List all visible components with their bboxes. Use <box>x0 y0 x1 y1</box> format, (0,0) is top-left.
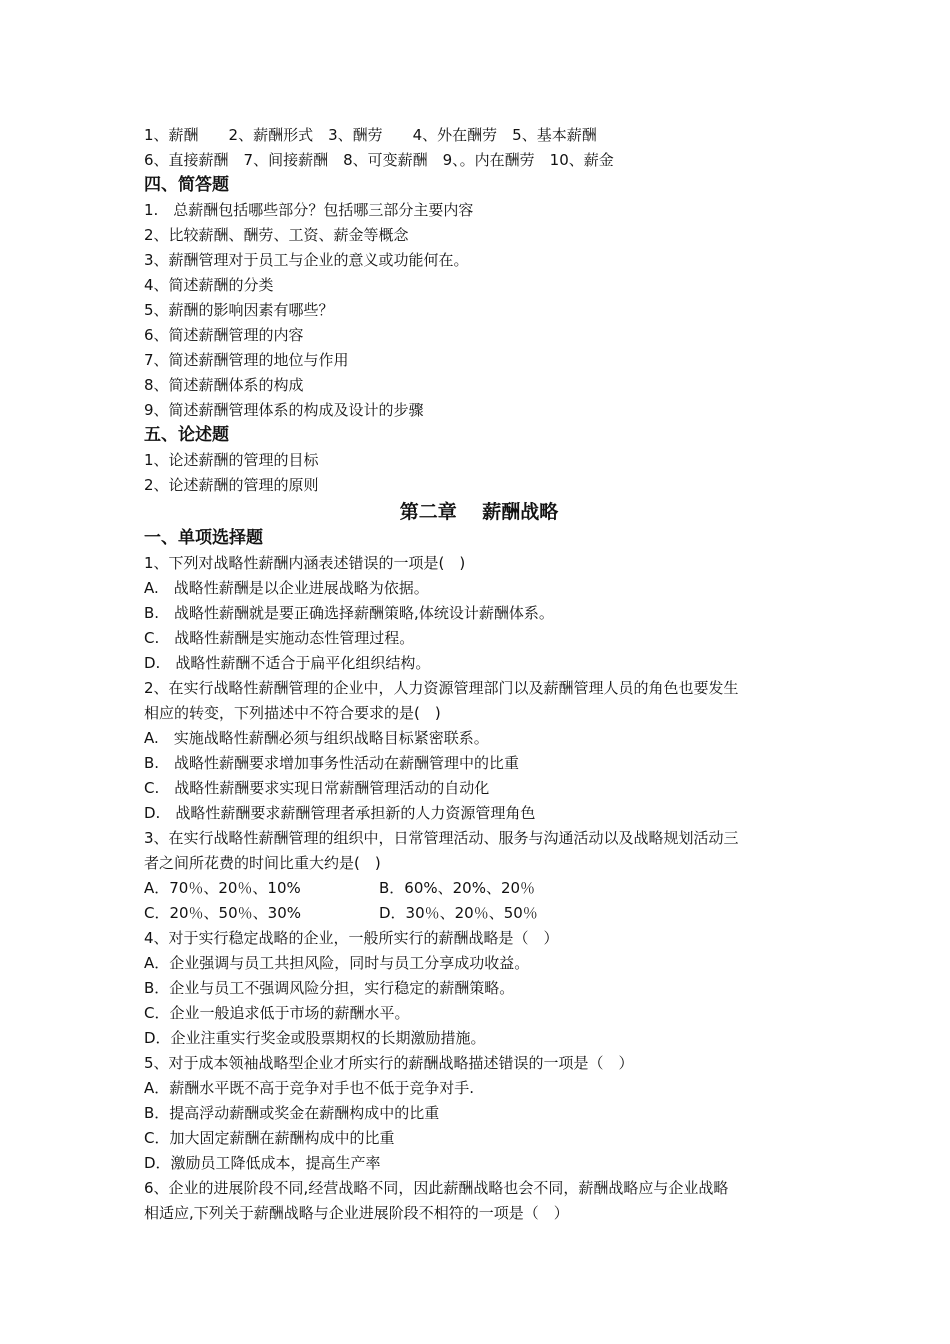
question-2-option: A. 实施战略性薪酬必须与组织战略目标紧密联系。 <box>144 729 489 747</box>
question-3-stem-line-2: 者之间所花费的时间比重大约是( ) <box>144 854 381 872</box>
question-4-option: D．企业注重实行奖金或股票期权的长期激励措施。 <box>144 1029 486 1047</box>
section-title-essay: 五、论述题 <box>144 425 229 445</box>
short-answer-item: 5、薪酬的影响因素有哪些？ <box>144 301 334 319</box>
section-title-short-answer: 四、简答题 <box>144 175 229 195</box>
question-3-options-row-1 <box>144 876 814 901</box>
essay-item: 2、论述薪酬的管理的原则 <box>144 476 319 494</box>
question-3-option-a: A．70％、20％、10% <box>144 879 301 897</box>
essay-item: 1、论述薪酬的管理的目标 <box>144 451 319 469</box>
question-1-stem: 1、下列对战略性薪酬内涵表述错误的一项是( ) <box>144 554 466 572</box>
short-answer-item: 1. 总薪酬包括哪些部分？包括哪三部分主要内容 <box>144 201 474 219</box>
question-5-option: D．激励员工降低成本，提高生产率 <box>144 1154 381 1172</box>
question-1-option: C. 战略性薪酬是实施动态性管理过程。 <box>144 629 415 647</box>
question-2-option: B. 战略性薪酬要求增加事务性活动在薪酬管理中的比重 <box>144 754 520 772</box>
question-3-options-row-2 <box>144 901 814 926</box>
question-4-option: A．企业强调与员工共担风险，同时与员工分享成功收益。 <box>144 954 530 972</box>
question-1-option: A. 战略性薪酬是以企业进展战略为依据。 <box>144 579 429 597</box>
short-answer-item: 3、薪酬管理对于员工与企业的意义或功能何在。 <box>144 251 469 269</box>
question-6-stem-line-1: 6、企业的进展阶段不同,经营战略不同，因此薪酬战略也会不同，薪酬战略应与企业战略 <box>144 1179 729 1197</box>
question-3-option-d: D．30％、20％、50％ <box>379 904 538 922</box>
question-5-option: C．加大固定薪酬在薪酬构成中的比重 <box>144 1129 395 1147</box>
short-answer-item: 8、简述薪酬体系的构成 <box>144 376 304 394</box>
term-line-2: 6、直接薪酬 7、间接薪酬 8、可变薪酬 9、。内在酬劳 10、薪金 <box>144 151 614 169</box>
term-line-1: 1、薪酬 2、薪酬形式 3、酬劳 4、外在酬劳 5、基本薪酬 <box>144 126 597 144</box>
section-title-single-choice: 一、单项选择题 <box>144 528 263 548</box>
question-4-option: B．企业与员工不强调风险分担，实行稳定的薪酬策略。 <box>144 979 515 997</box>
question-5-option: A．薪酬水平既不高于竞争对手也不低于竞争对手. <box>144 1079 475 1097</box>
short-answer-item: 4、简述薪酬的分类 <box>144 276 274 294</box>
question-3-stem-line-1: 3、在实行战略性薪酬管理的组织中，日常管理活动、服务与沟通活动以及战略规划活动三 <box>144 829 739 847</box>
question-2-stem-line-2: 相应的转变，下列描述中不符合要求的是( ) <box>144 704 441 722</box>
question-3-option-b: B．60%、20%、20％ <box>379 879 536 897</box>
chapter-title: 第二章 薪酬战略 <box>399 501 559 523</box>
short-answer-item: 9、简述薪酬管理体系的构成及设计的步骤 <box>144 401 424 419</box>
question-6-stem-line-2: 相适应,下列关于薪酬战略与企业进展阶段不相符的一项是（ ） <box>144 1204 569 1222</box>
question-2-stem-line-1: 2、在实行战略性薪酬管理的企业中，人力资源管理部门以及薪酬管理人员的角色也要发生 <box>144 679 739 697</box>
question-4-option: C．企业一般追求低于市场的薪酬水平。 <box>144 1004 410 1022</box>
question-5-stem: 5、对于成本领袖战略型企业才所实行的薪酬战略描述错误的一项是（ ） <box>144 1054 634 1072</box>
question-3-option-c: C．20％、50％、30% <box>144 904 301 922</box>
question-2-option: C. 战略性薪酬要求实现日常薪酬管理活动的自动化 <box>144 779 490 797</box>
short-answer-item: 6、简述薪酬管理的内容 <box>144 326 304 344</box>
question-1-option: B. 战略性薪酬就是要正确选择薪酬策略,体统设计薪酬体系。 <box>144 604 554 622</box>
page-content <box>144 123 814 1226</box>
short-answer-item: 7、简述薪酬管理的地位与作用 <box>144 351 349 369</box>
question-4-stem: 4、对于实行稳定战略的企业，一般所实行的薪酬战略是（ ） <box>144 929 559 947</box>
short-answer-item: 2、比较薪酬、酬劳、工资、薪金等概念 <box>144 226 409 244</box>
question-1-option: D. 战略性薪酬不适合于扁平化组织结构。 <box>144 654 431 672</box>
question-5-option: B．提高浮动薪酬或奖金在薪酬构成中的比重 <box>144 1104 440 1122</box>
question-2-option: D. 战略性薪酬要求薪酬管理者承担新的人力资源管理角色 <box>144 804 536 822</box>
